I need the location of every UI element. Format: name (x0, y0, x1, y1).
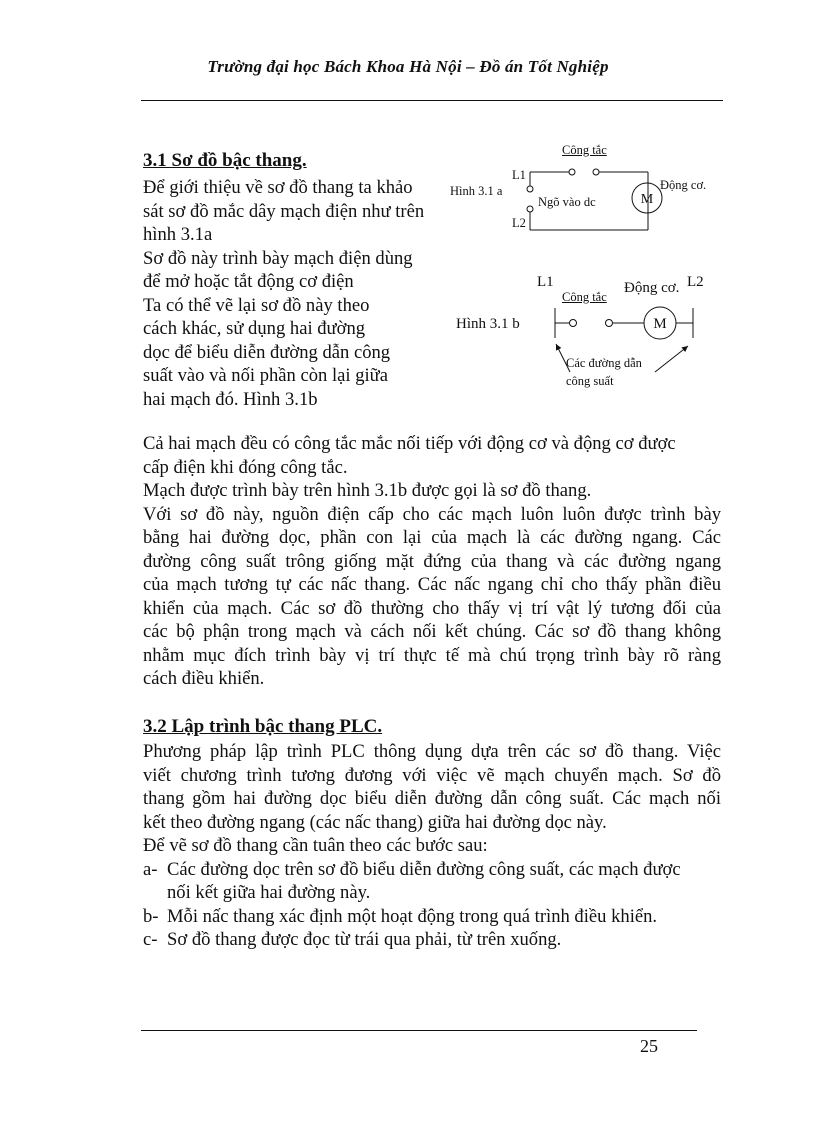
figure-a-motor-symbol: M (640, 192, 654, 207)
intro-line: hình 3.1a (143, 224, 213, 245)
body-line: cách điều khiển. (143, 668, 265, 689)
figure-a-l1: L1 (512, 168, 526, 182)
section-1-intro (143, 176, 424, 411)
page-number: 25 (640, 1036, 658, 1056)
list-item-text: Mỗi nấc thang xác định một hoạt động trong quá trình điều khiển. (167, 905, 658, 927)
body-line: của mạch tương tự các nấc thang. Các nấc ngang chỉ cho thấy phần điều (143, 574, 721, 595)
body-line: nhằm mục đích trình bày vị trí thực tế mà chú trọng trình bày rõ ràng (143, 644, 721, 666)
figure-a-switch-label: Công tắc (562, 143, 607, 157)
intro-line: để mở hoặc tắt động cơ điện (143, 271, 354, 292)
list-marker: b- (143, 905, 159, 927)
body-line: khiển của mạch. Các sơ đồ thường cho thấy vị trí vật lý tương đối của (143, 597, 721, 619)
list-marker: c- (143, 929, 158, 950)
footer-rule (141, 1030, 697, 1031)
figure-a-l2: L2 (512, 216, 526, 230)
list-marker: a- (143, 858, 158, 880)
body-line: các bộ phận trong mạch và cách nối kết chúng. Các sơ đồ thang không (143, 621, 721, 642)
list-item-text: Các đường dọc trên sơ đồ biểu diễn đường công suất, các mạch được (167, 858, 681, 880)
body-line: viết chương trình tương đương với việc vẽ mạch chuyển mạch. Sơ đồ (143, 764, 721, 786)
figure-a-switch-contact-left (569, 169, 575, 175)
header-rule (141, 100, 723, 101)
list-item-continuation (143, 881, 721, 905)
figure-b-motor-symbol: M (653, 316, 667, 332)
intro-line: Sơ đồ này trình bày mạch điện dùng (143, 247, 413, 269)
figure-a-switch-contact-right (593, 169, 599, 175)
intro-line: suất vào và nối phần còn lại giữa (143, 365, 389, 386)
figure-a-input-terminal-top (527, 186, 533, 192)
figure-a-label: Hình 3.1 a (450, 184, 503, 198)
section-1-body (143, 432, 721, 691)
section-2-body (143, 740, 721, 952)
figure-a-motor-label: Động cơ. (660, 178, 707, 192)
intro-line: Ta có thể vẽ lại sơ đồ này theo (143, 294, 370, 316)
body-line: Mạch được trình bày trên hình 3.1b được gọi là sơ đồ thang. (143, 480, 592, 501)
body-line: bằng hai đường dọc, phần con lại của mạch là các đường ngang. Các (143, 527, 721, 548)
figure-b-switch-contact-left (570, 320, 577, 327)
body-line: Với sơ đồ này, nguồn điện cấp cho các mạch luôn luôn được trình bày (143, 503, 721, 525)
intro-line: cách khác, sử dụng hai đường (143, 318, 366, 339)
section-2-heading: 3.2 Lập trình bậc thang PLC. (143, 716, 383, 737)
steps-intro: Để vẽ sơ đồ thang cần tuân theo các bước sau: (143, 835, 488, 856)
body-line: kết theo đường ngang (các nấc thang) giữa hai đường dọc này. (143, 811, 607, 833)
list-item-text: nối kết giữa hai đường này. (167, 882, 371, 903)
figure-b-label: Hình 3.1 b (456, 316, 520, 332)
figure-b-l2: L2 (687, 274, 704, 290)
figure-b-switch-contact-right (606, 320, 613, 327)
figure-b-power-label-1: Các đường dẫn (566, 356, 642, 370)
figure-b-arrow-left (556, 344, 570, 372)
figure-a-input-terminal-bottom (527, 206, 533, 212)
intro-line: Để giới thiệu về sơ đồ thang ta khảo (143, 177, 413, 198)
body-line: thang gồm hai đường dọc biểu diễn đường dẫn công suất. Các mạch nối (143, 788, 721, 809)
page-header: Trường đại học Bách Khoa Hà Nội – Đồ án Tốt Nghiệp (207, 57, 609, 76)
list-item (143, 928, 721, 952)
body-line: Cả hai mạch đều có công tắc mắc nối tiếp với động cơ và động cơ được (143, 433, 676, 454)
list-item-text: Sơ đồ thang được đọc từ trái qua phải, từ trên xuống. (167, 929, 562, 950)
intro-line: hai mạch đó. Hình 3.1b (143, 388, 318, 410)
intro-line: dọc để biểu diễn đường dẫn công (143, 341, 391, 363)
list-item (143, 858, 721, 882)
figure-b-diagram (540, 300, 710, 380)
figure-b-l1: L1 (537, 274, 554, 290)
figure-b-power-label-2: công suất (566, 374, 614, 388)
figure-b-arrow-right (655, 346, 688, 372)
body-line: cấp điện khi đóng công tắc. (143, 456, 348, 478)
section-1-heading: 3.1 Sơ đồ bậc thang. (143, 150, 307, 171)
intro-line: sát sơ đồ mắc dây mạch điện như trên (143, 200, 425, 222)
figure-b-switch-label: Công tắc (562, 290, 607, 304)
body-line: đường công suất trông giống mặt đứng của thang và các đường ngang (143, 550, 721, 572)
body-line: Phương pháp lập trình PLC thông dụng dựa trên các sơ đồ thang. Việc (143, 741, 721, 762)
figure-a-diagram (500, 140, 720, 240)
figure-b-motor-label: Động cơ. (624, 280, 680, 296)
list-item (143, 905, 721, 929)
figure-a-input-label: Ngõ vào dc (538, 195, 596, 209)
